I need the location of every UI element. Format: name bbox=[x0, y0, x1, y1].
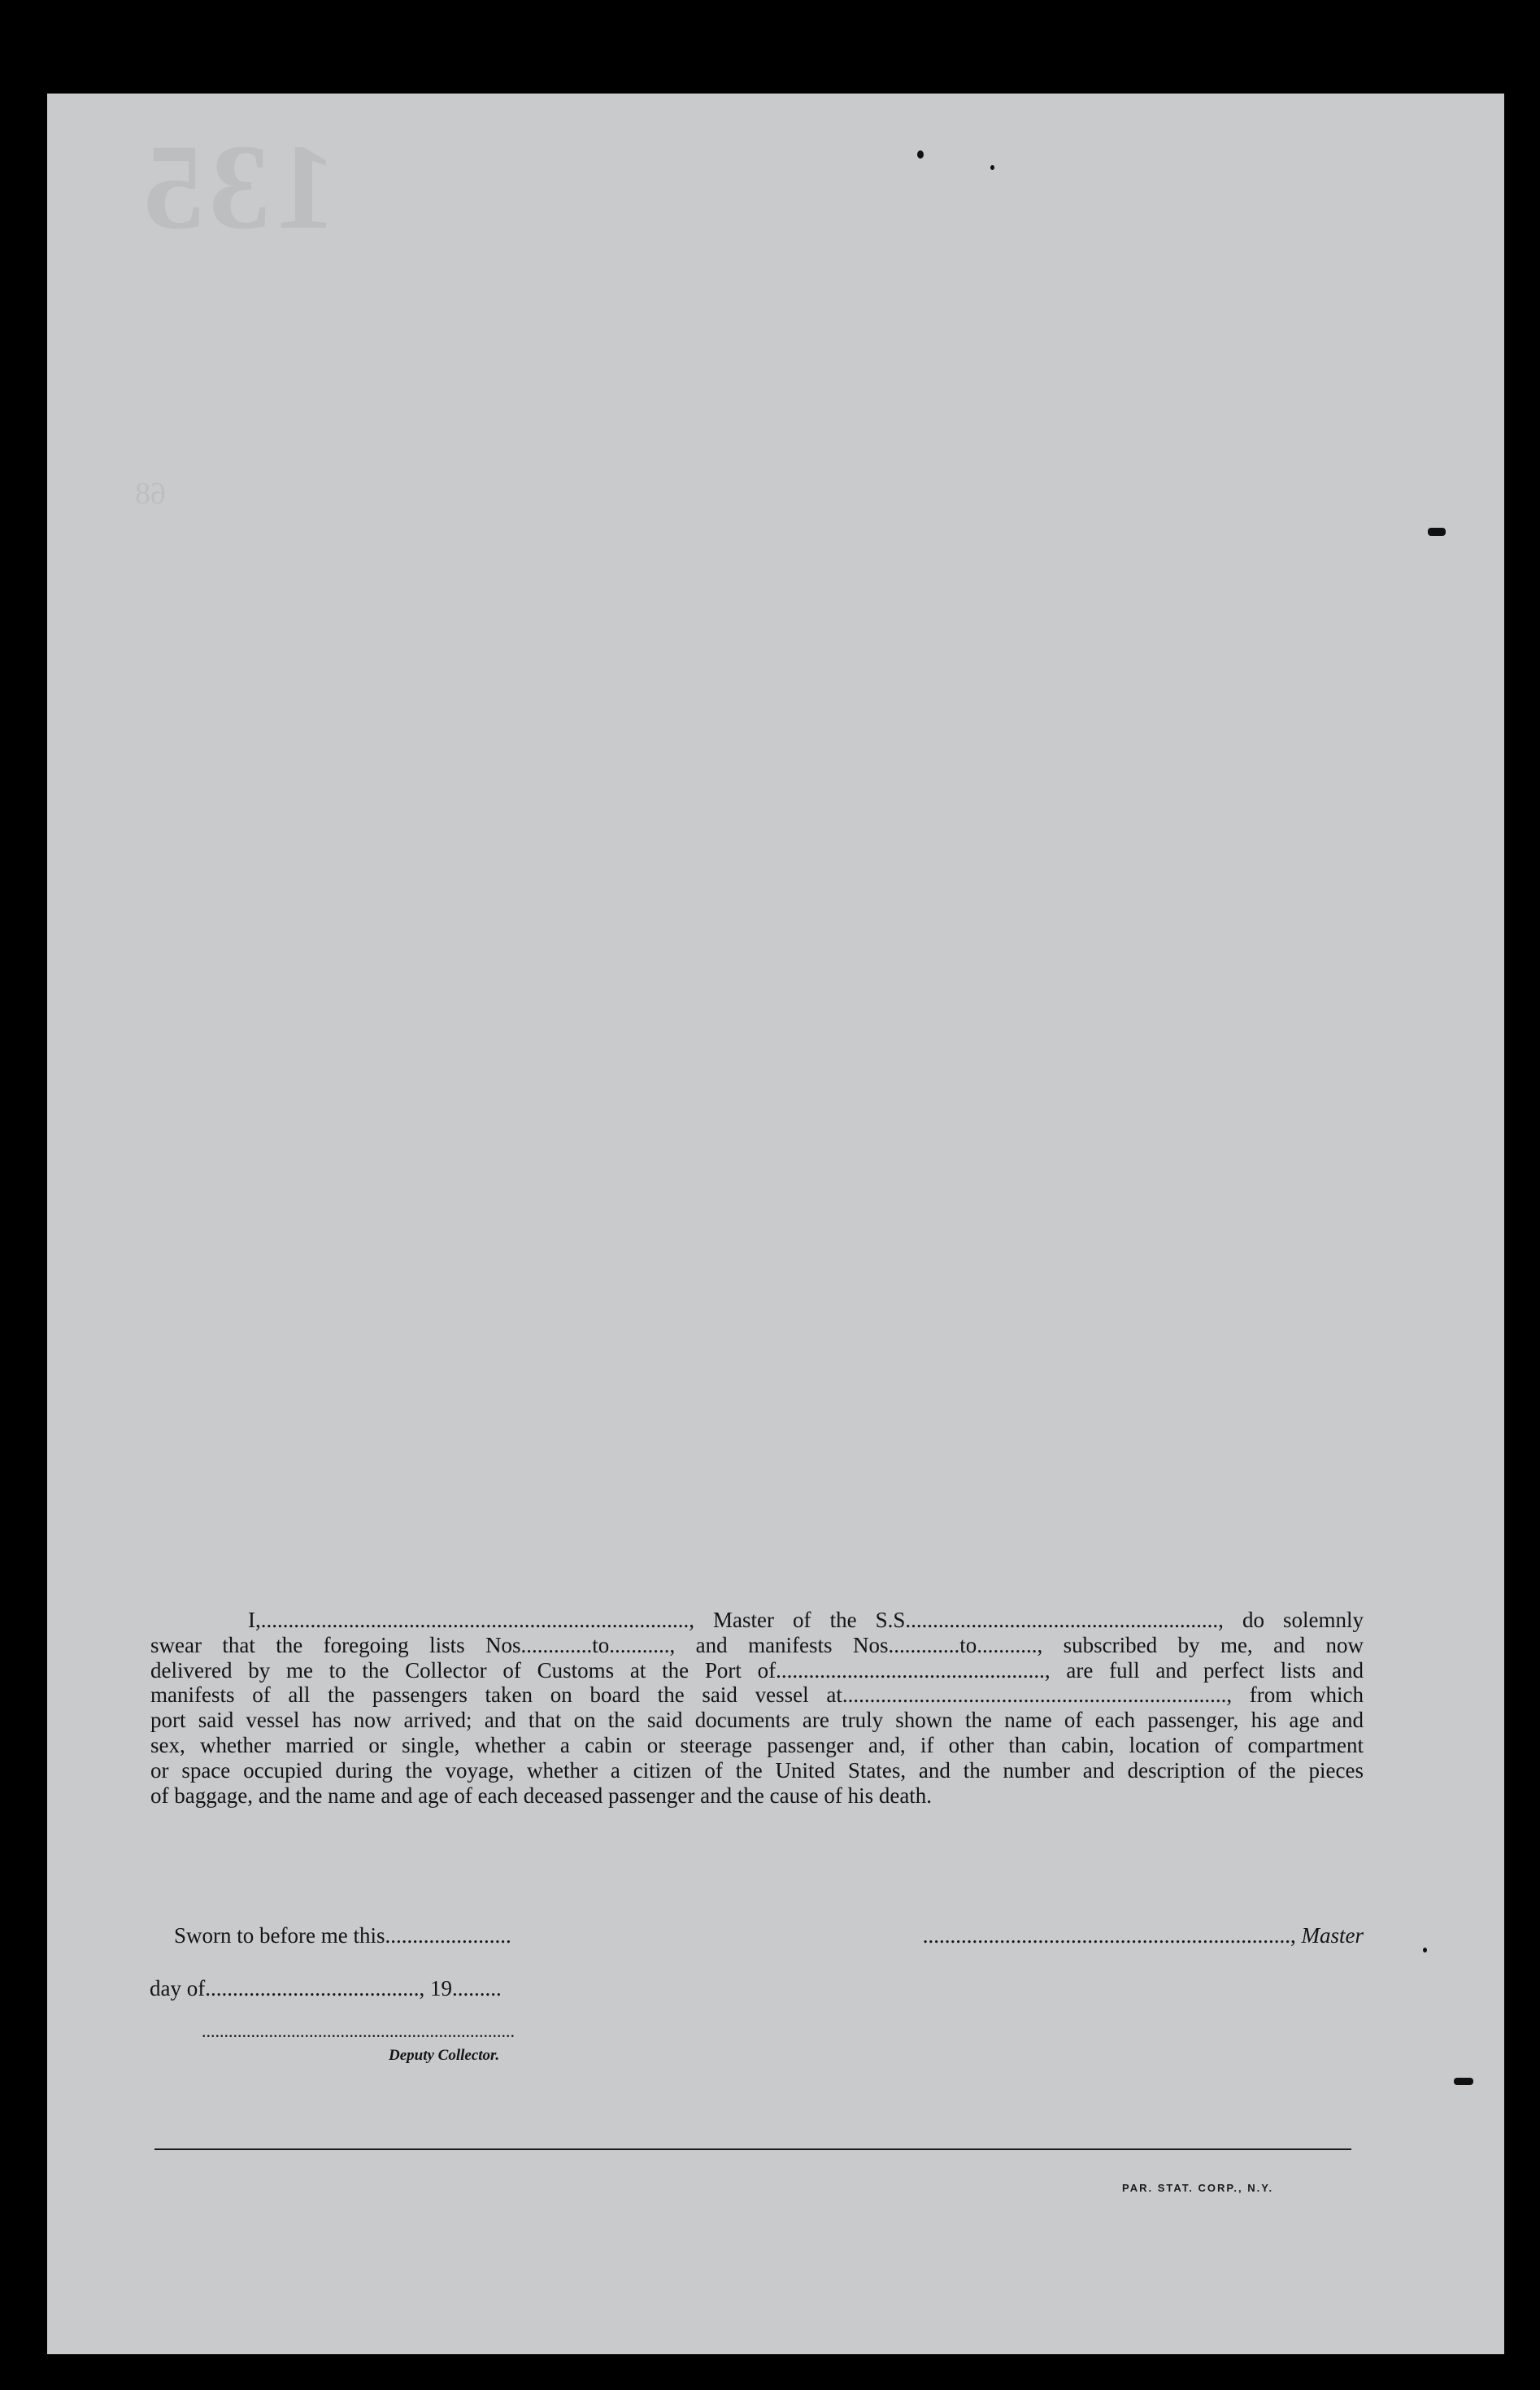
oath-line: or space occupied during the voyage, whether a citizen of the United States, and the number and description of the pieces bbox=[150, 1757, 1364, 1783]
ink-speck bbox=[1454, 2078, 1473, 2085]
day-of-line: day of......................................., 19......... bbox=[150, 1976, 502, 2000]
ink-speck bbox=[1423, 1948, 1427, 1952]
footer-rule bbox=[154, 2148, 1351, 2150]
bleed-through-mark: 68 bbox=[135, 477, 166, 511]
master-signature-line bbox=[865, 1923, 1364, 1948]
oath-line: sex, whether married or single, whether a cabin or steerage passenger and, if other than cabin, location of compartment bbox=[150, 1732, 1364, 1757]
master-label: Master bbox=[1301, 1923, 1364, 1948]
ink-speck bbox=[1428, 528, 1446, 536]
ink-speck bbox=[990, 165, 994, 170]
oath-line: I,.............................................................................., Master of the S.S........................................................., do solemnly bbox=[248, 1608, 1364, 1632]
sworn-before-line: Sworn to before me this....................... bbox=[174, 1923, 511, 1948]
master-signature-dots: ..................................................................., bbox=[922, 1923, 1302, 1948]
ink-speck bbox=[917, 150, 924, 159]
deputy-collector-label: Deputy Collector. bbox=[389, 2047, 500, 2064]
oath-line: port said vessel has now arrived; and that on the said documents are truly shown the name of each passenger, his age and bbox=[150, 1708, 1364, 1733]
oath-line: delivered by me to the Collector of Customs at the Port of................................................., are full and perfect lists and bbox=[150, 1657, 1364, 1683]
oath-line: of baggage, and the name and age of each deceased passenger and the cause of his death. bbox=[150, 1783, 933, 1808]
masters-oath-paragraph bbox=[150, 1608, 1364, 1808]
deputy-collector-signature-dots: ...................................................................... bbox=[202, 2021, 515, 2041]
bleed-through-page-number: 135 bbox=[138, 120, 336, 255]
printer-imprint: PAR. STAT. CORP., N.Y. bbox=[1122, 2182, 1274, 2194]
oath-line: manifests of all the passengers taken on board the said vessel at......................................................................, from which bbox=[150, 1683, 1364, 1708]
manifest-page bbox=[47, 94, 1504, 2354]
oath-line: swear that the foregoing lists Nos.............to..........., and manifests Nos.............to..........., subscribed by me, and now bbox=[150, 1632, 1364, 1657]
